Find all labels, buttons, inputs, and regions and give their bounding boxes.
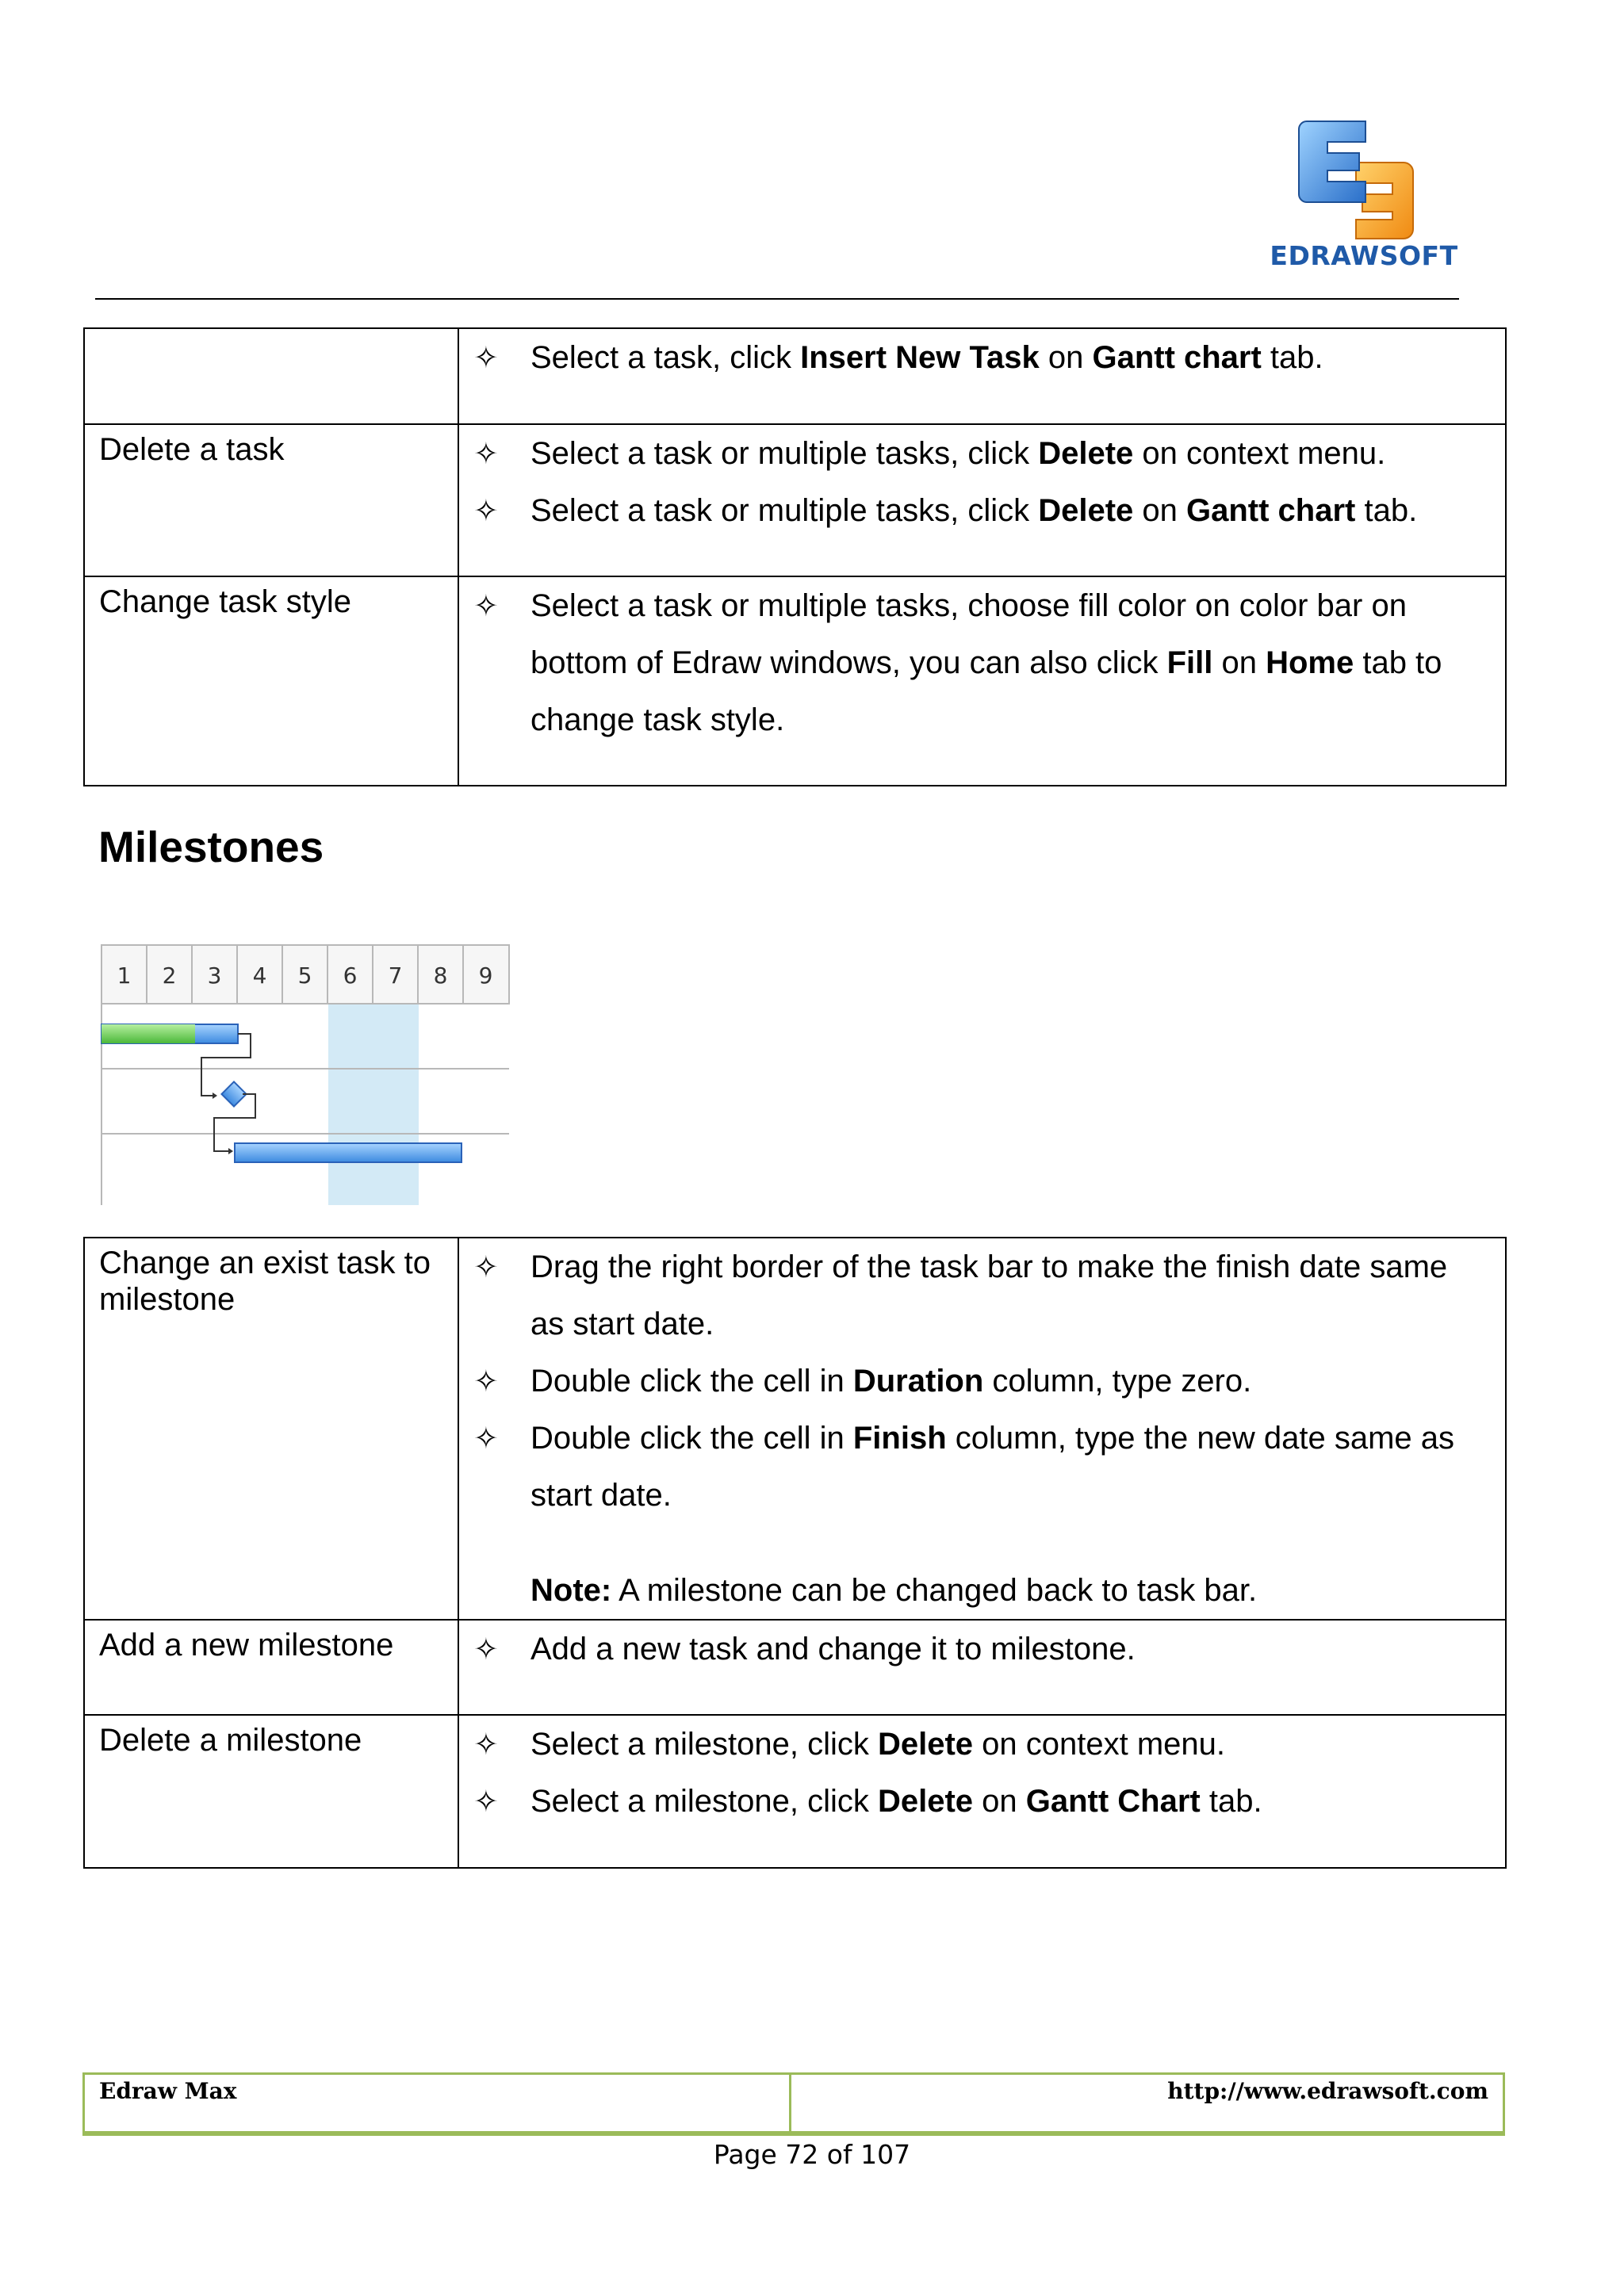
four-point-star-bullet-icon: ✧ xyxy=(473,1784,499,1819)
timeline-column-label: 8 xyxy=(433,962,448,989)
text-run: tab. xyxy=(1261,340,1323,375)
row-content xyxy=(458,576,1506,786)
highlight-column xyxy=(328,1004,419,1205)
timeline-column-label: 1 xyxy=(117,962,132,989)
bold-text: Delete xyxy=(877,1727,974,1762)
note xyxy=(459,1562,1505,1619)
text-run: Select a task, click xyxy=(530,340,801,375)
milestone-gantt-figure xyxy=(97,942,511,1205)
bold-text: Fill xyxy=(1166,645,1213,680)
text-run: on xyxy=(973,1784,1026,1819)
bullet-item xyxy=(459,1773,1489,1830)
timeline-column-label: 6 xyxy=(343,962,358,989)
task-operations-table xyxy=(83,327,1507,786)
four-point-star-bullet-icon: ✧ xyxy=(473,1249,499,1284)
text-run: Select a task or multiple tasks, click xyxy=(530,493,1039,528)
timeline-column-label: 7 xyxy=(388,962,403,989)
bullet-item xyxy=(459,425,1489,482)
bold-text: Insert New Task xyxy=(800,340,1040,375)
footer-divider xyxy=(789,2075,791,2134)
text-run: on context menu. xyxy=(1133,436,1386,471)
text-run: Drag the right border of the task bar to make the finish date same as start date. xyxy=(530,1249,1448,1341)
footer xyxy=(82,2072,1505,2134)
footer-rule xyxy=(82,2131,1505,2136)
footer-product: Edraw Max xyxy=(99,2078,237,2104)
row-label: Delete a task xyxy=(84,424,458,576)
text-run: on xyxy=(1133,493,1186,528)
text-run: Select a milestone, click xyxy=(530,1727,878,1762)
bullet-item xyxy=(459,1621,1489,1678)
row-content xyxy=(458,1620,1506,1715)
bullet-list xyxy=(459,329,1505,386)
bold-text: Delete xyxy=(1038,493,1134,528)
bold-text: Gantt chart xyxy=(1186,493,1356,528)
text-run: Add a new task and change it to milestone. xyxy=(530,1632,1136,1667)
row-label: Delete a milestone xyxy=(84,1715,458,1868)
timeline-column-label: 5 xyxy=(297,962,312,989)
text-run: tab to change task style. xyxy=(530,645,1442,737)
text-run: on context menu. xyxy=(973,1727,1225,1762)
four-point-star-bullet-icon: ✧ xyxy=(473,436,499,471)
bold-text: Home xyxy=(1266,645,1354,680)
text-run: on xyxy=(1212,645,1266,680)
page-number: Page 72 of 107 xyxy=(713,2139,911,2170)
bullet-item xyxy=(459,1716,1489,1773)
four-point-star-bullet-icon: ✧ xyxy=(473,1632,499,1667)
text-run: tab. xyxy=(1200,1784,1262,1819)
bullet-list xyxy=(459,1238,1505,1524)
four-point-star-bullet-icon: ✧ xyxy=(473,340,499,375)
text-run: Select a task or multiple tasks, choose fill color on color bar on bottom of Edraw windows, you can also click xyxy=(530,588,1407,680)
text-run: column, type the new date same as start date. xyxy=(530,1421,1454,1513)
bullet-list xyxy=(459,425,1505,539)
bold-text: Gantt chart xyxy=(1092,340,1262,375)
text-run: Select a milestone, click xyxy=(530,1784,878,1819)
bold-text: Duration xyxy=(852,1364,984,1399)
row-content xyxy=(458,1238,1506,1620)
milestone-operations-table xyxy=(83,1237,1507,1869)
text-run: A milestone can be changed back to task bar. xyxy=(611,1573,1258,1608)
table-row xyxy=(84,1715,1506,1868)
four-point-star-bullet-icon: ✧ xyxy=(473,588,499,623)
four-point-star-bullet-icon: ✧ xyxy=(473,1364,499,1399)
row-content xyxy=(458,328,1506,424)
milestone-diamond xyxy=(221,1081,246,1106)
bullet-item xyxy=(459,1238,1489,1353)
task-bar xyxy=(235,1143,462,1162)
four-point-star-bullet-icon: ✧ xyxy=(473,1727,499,1762)
four-point-star-bullet-icon: ✧ xyxy=(473,1421,499,1456)
text-run: Double click the cell in xyxy=(530,1421,853,1456)
bullet-list xyxy=(459,1716,1505,1830)
bold-text: Gantt Chart xyxy=(1025,1784,1201,1819)
row-label xyxy=(84,328,458,424)
text-run: tab. xyxy=(1355,493,1418,528)
row-content xyxy=(458,424,1506,576)
section-heading: Milestones xyxy=(98,822,324,871)
bold-text: Delete xyxy=(877,1784,974,1819)
text-run: Double click the cell in xyxy=(530,1364,853,1399)
text-run: Select a task or multiple tasks, click xyxy=(530,436,1039,471)
row-label: Change task style xyxy=(84,576,458,786)
bullet-item xyxy=(459,1353,1489,1410)
footer-url: http://www.edrawsoft.com xyxy=(1167,2078,1488,2104)
bullet-item xyxy=(459,329,1489,386)
table-row xyxy=(84,1238,1506,1620)
bold-text: Delete xyxy=(1038,436,1134,471)
table-row xyxy=(84,328,1506,424)
timeline-column-label: 2 xyxy=(162,962,177,989)
bullet-item xyxy=(459,1410,1489,1524)
table-row xyxy=(84,424,1506,576)
four-point-star-bullet-icon: ✧ xyxy=(473,493,499,528)
logo-wordmark: EDRAWSOFT xyxy=(1270,240,1458,271)
timeline-column-label: 4 xyxy=(252,962,267,989)
task-progress xyxy=(102,1024,195,1043)
bold-text: Finish xyxy=(852,1421,947,1456)
bullet-item xyxy=(459,482,1489,539)
bold-text: Note: xyxy=(530,1573,612,1608)
header-rule xyxy=(95,298,1459,300)
table-row xyxy=(84,576,1506,786)
text-run: column, type zero. xyxy=(983,1364,1252,1399)
bullet-item xyxy=(459,577,1489,748)
timeline-column-label: 3 xyxy=(207,962,222,989)
table-row xyxy=(84,1620,1506,1715)
bullet-list xyxy=(459,1621,1505,1678)
text-run: on xyxy=(1039,340,1093,375)
bullet-list xyxy=(459,577,1505,748)
timeline-column-label: 9 xyxy=(478,962,493,989)
row-label: Change an exist task to milestone xyxy=(84,1238,458,1620)
row-label: Add a new milestone xyxy=(84,1620,458,1715)
row-content xyxy=(458,1715,1506,1868)
